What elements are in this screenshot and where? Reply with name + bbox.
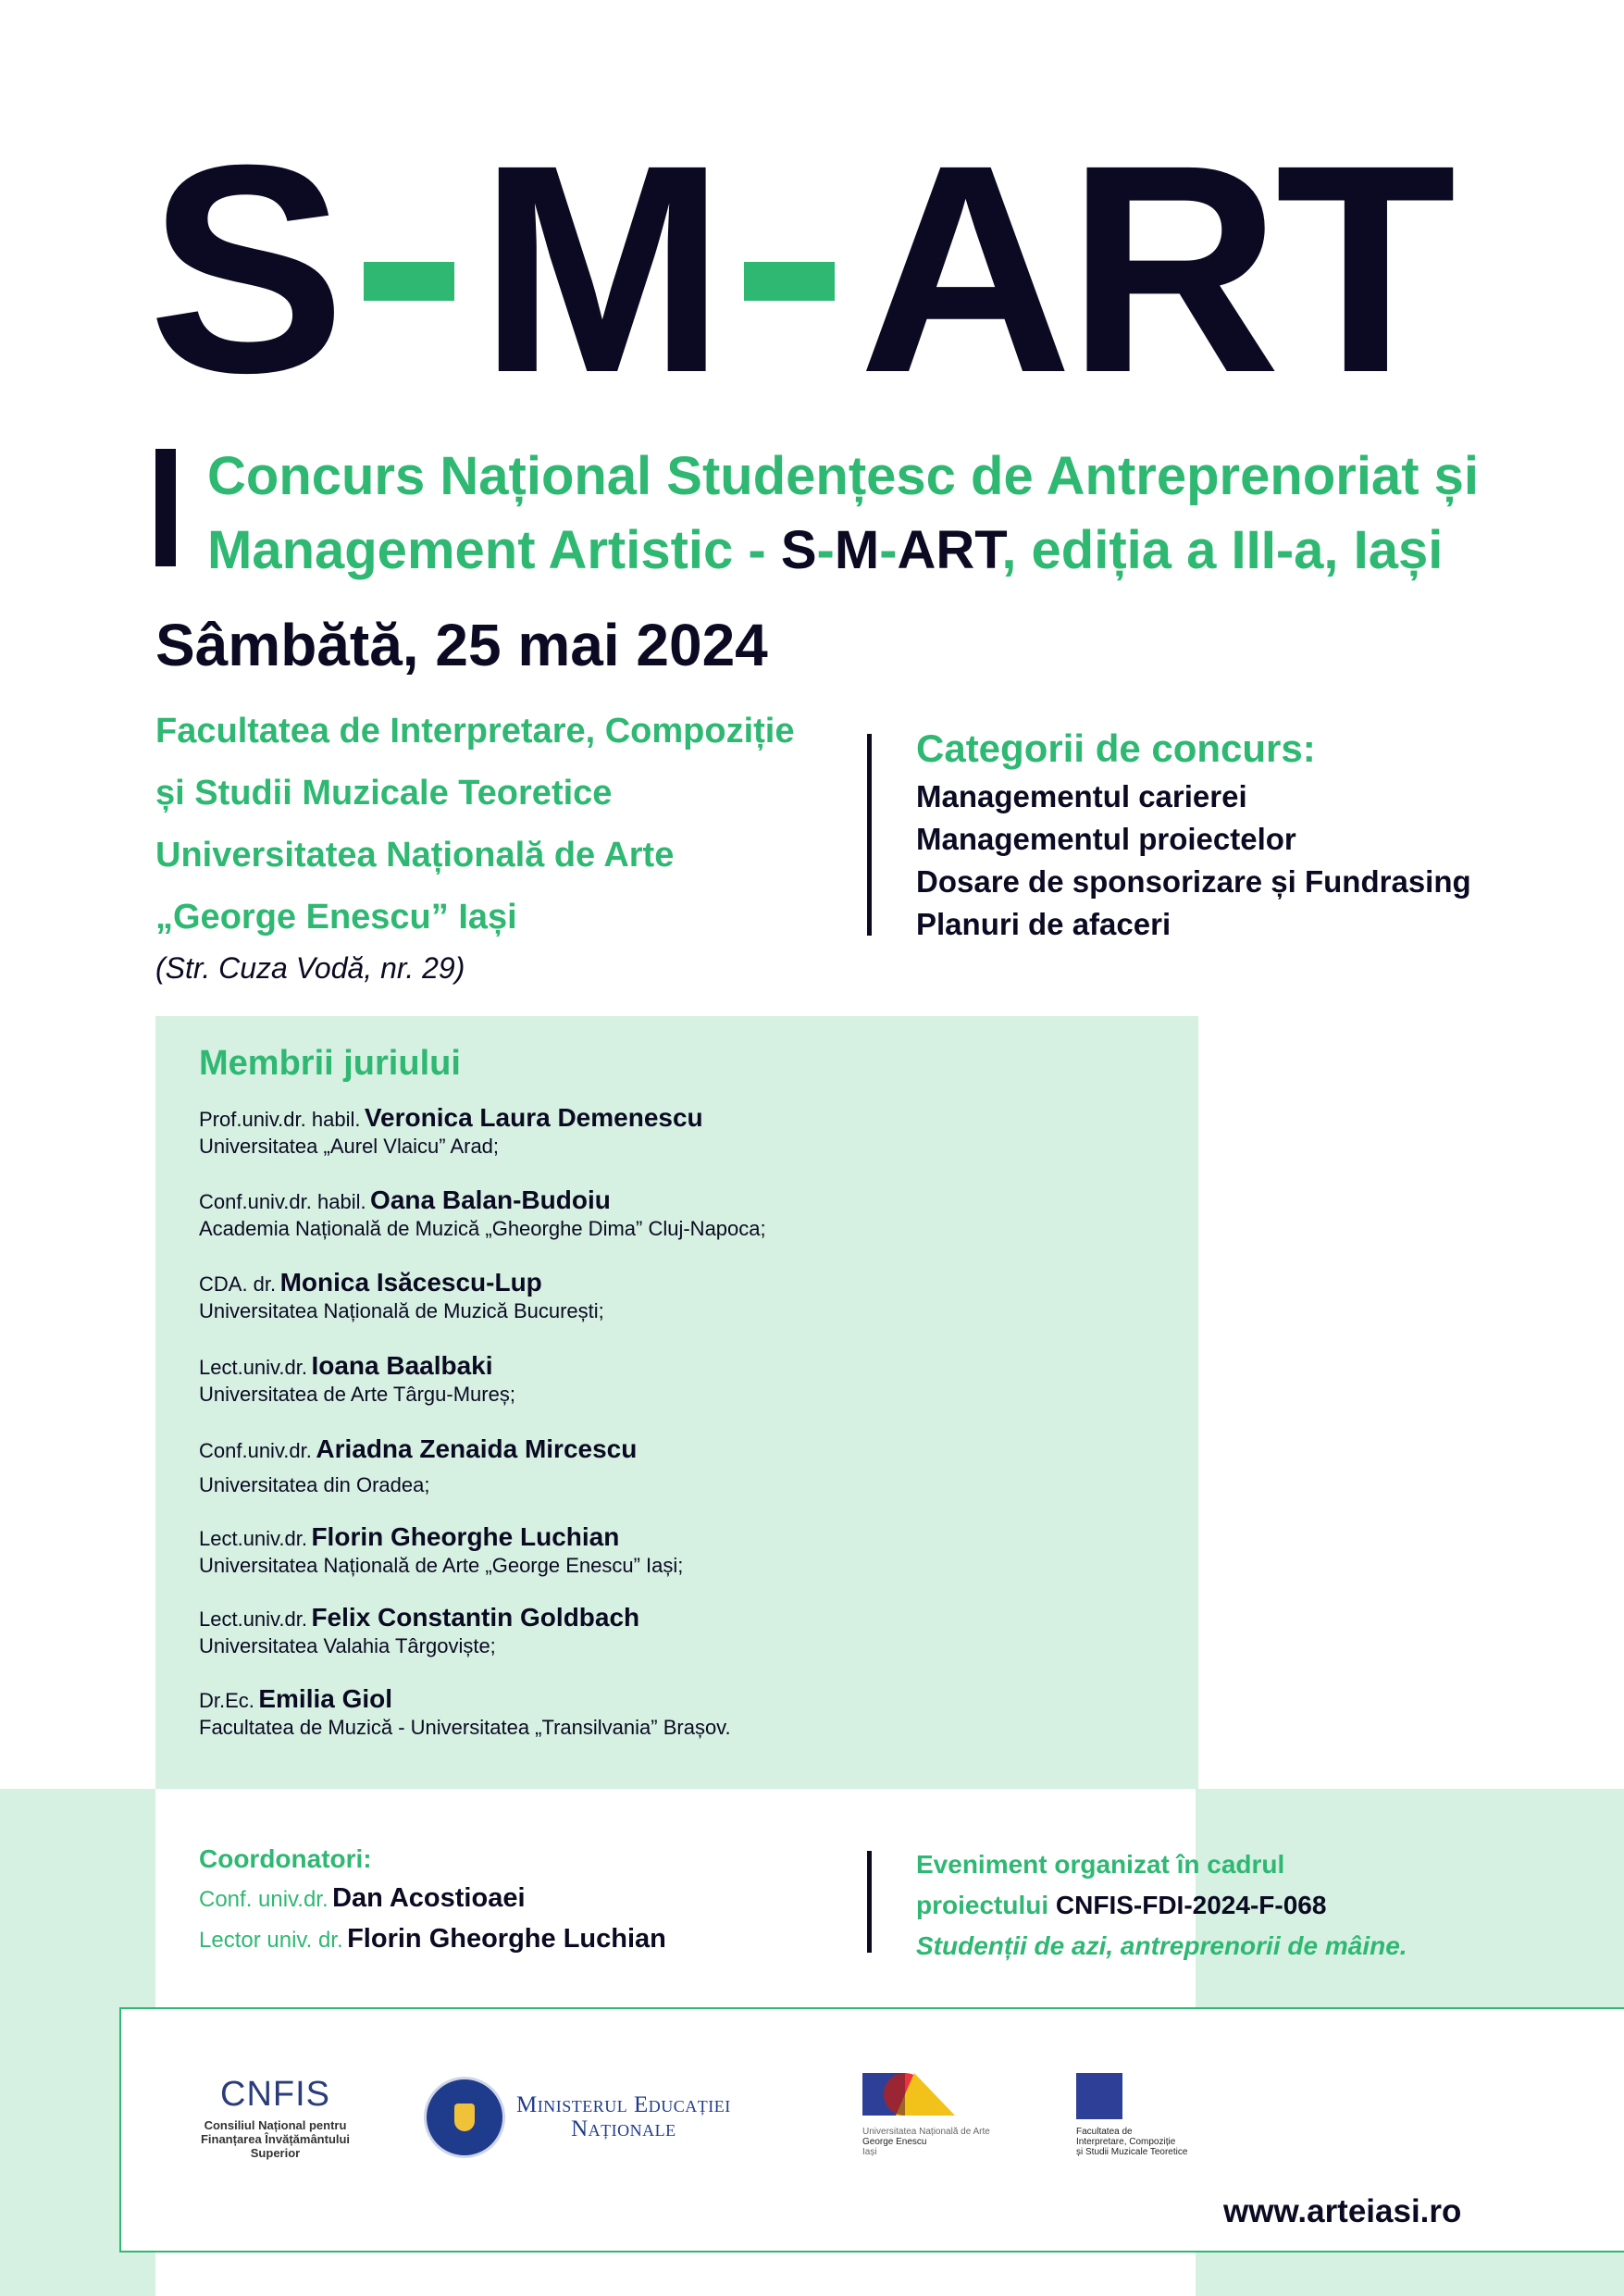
jury-title: Membrii juriului xyxy=(199,1044,461,1083)
venue-line: Universitatea Națională de Arte xyxy=(155,836,675,875)
jury-member: Prof.univ.dr. habil. Veronica Laura Demenescu Universitatea „Aurel Vlaicu” Arad; xyxy=(199,1103,703,1158)
categories-divider xyxy=(867,734,872,936)
categories-title: Categorii de concurs: xyxy=(916,726,1316,770)
categories-list xyxy=(916,776,1471,946)
faculty-logo-icon xyxy=(1076,2073,1122,2119)
cnfis-logo: CNFIS Consiliul Național pentru Finanțarea Învățământului Superior xyxy=(200,2075,351,2160)
jury-member: Lect.univ.dr. Ioana Baalbaki Universitatea de Arte Târgu-Mureș; xyxy=(199,1351,515,1406)
coordinator: Conf. univ.dr. Dan Acostioaei xyxy=(199,1883,526,1913)
unage-logo-text: Universitatea Națională de Arte George Enescu Iași xyxy=(862,2127,990,2157)
government-seal-icon xyxy=(424,2077,505,2158)
subtitle-line-1: Concurs Național Studențesc de Antreprenoriat și xyxy=(207,446,1479,506)
venue-line: și Studii Muzicale Teoretice xyxy=(155,774,613,813)
jury-member: CDA. dr. Monica Isăcescu-Lup Universitatea Națională de Muzică București; xyxy=(199,1268,604,1322)
ministry-logo: Ministerul Educației Naționale xyxy=(516,2092,731,2141)
venue-line: Facultatea de Interpretare, Compoziție xyxy=(155,712,795,751)
jury-member: Lect.univ.dr. Florin Gheorghe Luchian Universitatea Națională de Arte „George Enescu” Iași; xyxy=(199,1522,684,1577)
faculty-logo-text: Facultatea de Interpretare, Compoziție și Studii Muzicale Teoretice xyxy=(1076,2127,1188,2157)
category-item: Planuri de afaceri xyxy=(916,907,1172,941)
title-dash xyxy=(364,262,454,301)
category-item: Managementul proiectelor xyxy=(916,822,1296,856)
event-info xyxy=(916,1844,1601,1967)
jury-member: Conf.univ.dr. habil. Oana Balan-Budoiu Academia Națională de Muzică „Gheorghe Dima” Cluj-Napoca; xyxy=(199,1185,766,1240)
coordinator: Lector univ. dr. Florin Gheorghe Luchian xyxy=(199,1924,666,1954)
event-slogan: Studenții de azi, antreprenorii de mâine. xyxy=(916,1931,1407,1960)
category-item: Dosare de sponsorizare și Fundrasing xyxy=(916,864,1471,899)
website-link[interactable]: www.arteiasi.ro xyxy=(1223,2193,1462,2229)
event-divider xyxy=(867,1851,872,1953)
venue xyxy=(155,701,859,949)
poster-subtitle xyxy=(207,440,1595,588)
jury-member: Conf.univ.dr. Ariadna Zenaida Mircescu Universitatea din Oradea; xyxy=(199,1434,638,1496)
venue-line: „George Enescu” Iași xyxy=(155,898,517,937)
category-item: Managementul carierei xyxy=(916,779,1247,813)
jury-member: Lect.univ.dr. Felix Constantin Goldbach Universitatea Valahia Târgoviște; xyxy=(199,1603,640,1657)
title-dash xyxy=(744,262,835,301)
subtitle-accent-bar xyxy=(155,449,176,566)
event-line: Eveniment organizat în cadrul xyxy=(916,1850,1285,1879)
event-date: Sâmbătă, 25 mai 2024 xyxy=(155,612,768,678)
subtitle-line-2: Management Artistic - S-M-ART, ediția a III-a, Iași xyxy=(207,520,1444,580)
event-line: proiectului CNFIS-FDI-2024-F-068 xyxy=(916,1891,1327,1919)
jury-member: Dr.Ec. Emilia Giol Facultatea de Muzică - Universitatea „Transilvania” Brașov. xyxy=(199,1684,731,1739)
poster-title: S M ART xyxy=(148,103,1451,434)
coordinators-title: Coordonatori: xyxy=(199,1844,372,1873)
unage-logo-icon xyxy=(862,2073,955,2119)
venue-address: (Str. Cuza Vodă, nr. 29) xyxy=(155,951,465,985)
